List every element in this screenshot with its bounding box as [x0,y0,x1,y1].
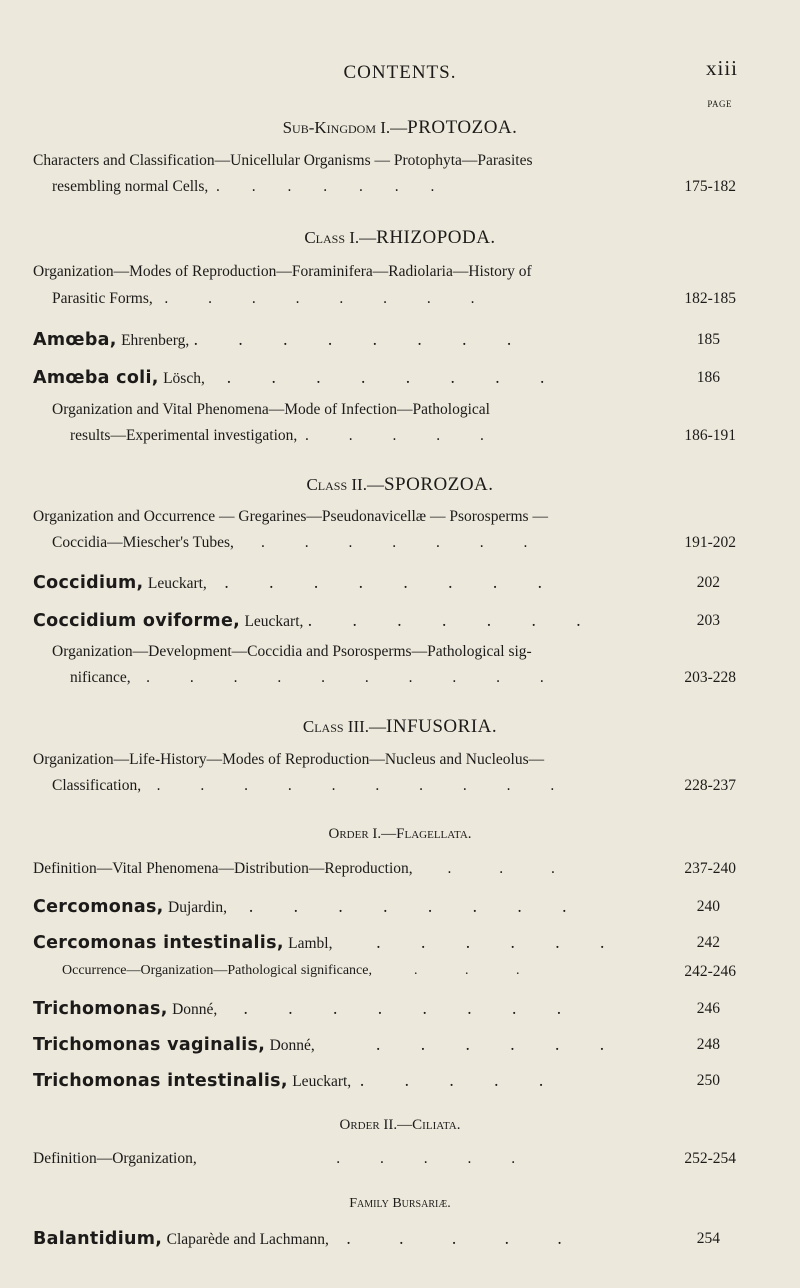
class3-heading: Class III.—INFUSORIA. [302,716,498,737]
toc-entry-coccidium-ref: 202 [696,574,720,591]
toc-entry-cercomonas: Cercomonas, Dujardin, . . . . . . . . [33,896,585,917]
class3-desc-line2: Classification, . . . . . . . . . . [52,777,573,794]
class1-subdesc-line2: results—Experimental investigation, . . . . . [70,427,502,444]
toc-entry-amoeba-coli: Amœba coli, Lösch, . . . . . . . . [33,367,563,388]
toc-entry-coccidium-oviforme: Coccidium oviforme, Leuckart, . . . . . . . [33,610,599,631]
order1-page-ref: 237-240 [684,860,736,877]
order2-heading: Order II.—Ciliata. [339,1117,461,1133]
toc-entry-amoeba: Amœba, Ehrenberg, . . . . . . . . [33,329,530,350]
class2-desc-line1: Organization and Occurrence — Gregarines—Pseudonavicellæ — Psorosperms — [33,508,548,525]
toc-entry-trichomonas-vaginalis-ref: 248 [696,1036,720,1053]
class2-page-ref: 191-202 [684,534,736,551]
subkingdom-desc-line1: Characters and Classification—Unicellular Organisms — Protophyta—Parasites [33,152,533,169]
class2-desc-line2: Coccidia—Miescher's Tubes, . . . . . . . [52,534,546,551]
toc-entry-trichomonas-intestinalis-ref: 250 [696,1072,720,1089]
class1-subdesc-ref: 186-191 [684,427,736,444]
toc-entry-cercomonas-intestinalis-ref: 242 [696,934,720,951]
toc-entry-cercomonas-ref: 240 [696,898,720,915]
toc-entry-coccidium: Coccidium, Leuckart, . . . . . . . . [33,572,560,593]
toc-entry-cercomonas-intestinalis: Cercomonas intestinalis, Lambl, . . . . . . [33,932,623,953]
class1-page-ref: 182-185 [684,290,736,307]
class2-subdesc-ref: 203-228 [684,669,736,686]
page-column-label: PAGE [707,99,732,109]
toc-entry-balantidium: Balantidium, Claparède and Lachmann, . . . . . [33,1228,584,1249]
order1-subdesc: Occurrence—Organization—Pathological significance, . . . [62,963,542,978]
order2-page-ref: 252-254 [684,1150,736,1167]
order1-subdesc-ref: 242-246 [684,963,736,980]
family-heading: Family Bursariæ. [349,1196,451,1211]
order2-desc: Definition—Organization, . . . . . [33,1150,534,1167]
toc-entry-trichomonas-ref: 246 [696,1000,720,1017]
subkingdom-heading: Sub-Kingdom I.—PROTOZOA. [282,117,518,138]
running-title: CONTENTS. [343,62,457,83]
subkingdom-desc-line2: resembling normal Cells, . . . . . . . [52,178,449,195]
class3-desc-line1: Organization—Life-History—Modes of Reproduction—Nucleus and Nucleolus— [33,751,545,768]
toc-entry-trichomonas-vaginalis: Trichomonas vaginalis, Donné, . . . . . . [33,1034,623,1055]
class3-page-ref: 228-237 [684,777,736,794]
order1-heading: Order I.—Flagellata. [328,826,472,842]
subkingdom-page-ref: 175-182 [684,178,736,195]
toc-entry-coccidium-oviforme-ref: 203 [696,612,720,629]
class2-subdesc-line1: Organization—Development—Coccidia and Psorosperms—Pathological sig- [52,643,532,660]
page-number: xiii [705,56,738,80]
class1-subdesc-line1: Organization and Vital Phenomena—Mode of Infection—Pathological [52,401,490,418]
order1-desc: Definition—Vital Phenomena—Distribution—Reproduction, . . . [33,860,577,877]
class2-heading: Class II.—SPOROZOA. [306,474,494,495]
toc-entry-balantidium-ref: 254 [696,1230,720,1247]
toc-entry-trichomonas-intestinalis: Trichomonas intestinalis, Leuckart, . . . . . [33,1070,562,1091]
class1-desc-line2: Parasitic Forms, . . . . . . . . [52,290,493,307]
toc-entry-amoeba-ref: 185 [696,331,720,348]
class1-desc-line1: Organization—Modes of Reproduction—Foraminifera—Radiolaria—History of [33,263,532,280]
toc-entry-amoeba-coli-ref: 186 [696,369,720,386]
class1-heading: Class I.—RHIZOPODA. [304,227,496,248]
toc-entry-trichomonas: Trichomonas, Donné, . . . . . . . . [33,998,580,1019]
class2-subdesc-line2: nificance, . . . . . . . . . . [70,669,562,686]
